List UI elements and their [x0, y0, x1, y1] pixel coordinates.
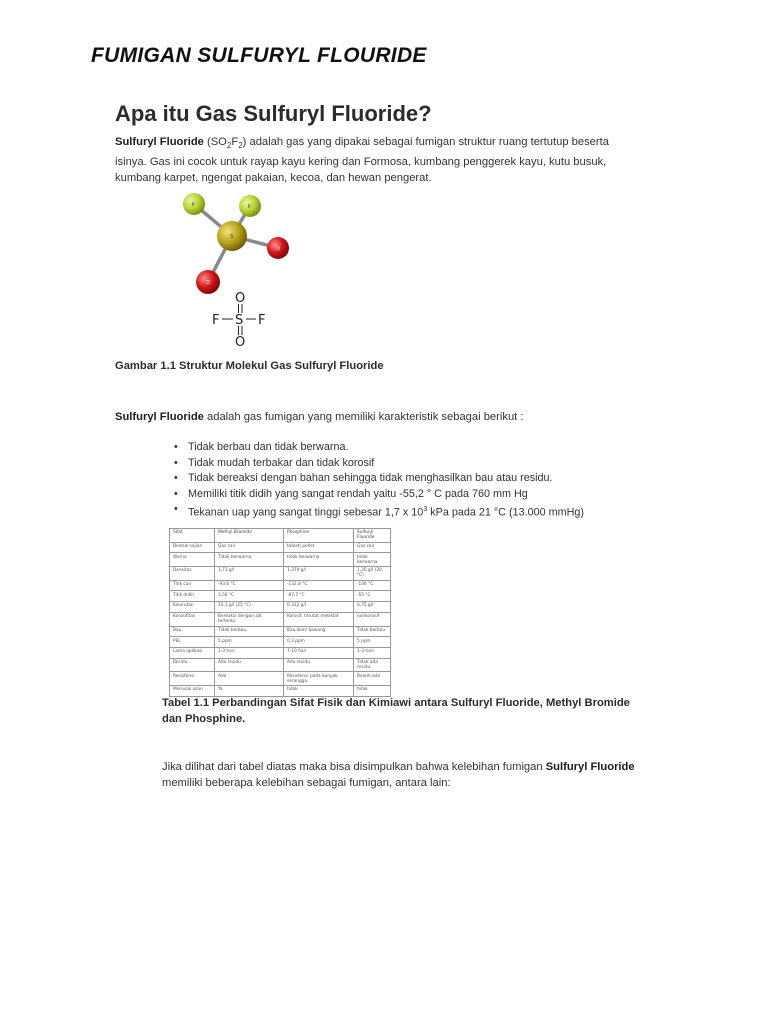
table-cell: Lama aplikasi: [170, 648, 215, 659]
conclusion-text-before: Jika dilihat dari tabel diatas maka bisa disimpulkan bahwa kelebihan fumigan: [162, 761, 546, 773]
table-cell: -136 °C: [354, 580, 391, 591]
table-cell: Merusak ozon: [170, 686, 215, 697]
formula-bottom-oxygen: O: [235, 335, 246, 346]
formula-suffix: ): [242, 136, 247, 148]
table-cell: 1-3 hari: [215, 648, 284, 659]
list-item: • Tidak berbau dan tidak berwarna.: [172, 440, 584, 456]
table-cell: tidak berwarna: [354, 553, 391, 567]
table-row: [170, 658, 391, 672]
table-cell: Bentuk sajian: [170, 542, 215, 553]
molecule-svg: [172, 186, 302, 346]
atom-label-o: O: [276, 246, 280, 252]
column-header: Methyl Bromide: [215, 529, 284, 543]
formula-prefix: (SO: [203, 136, 227, 148]
molecule-figure: [172, 186, 302, 346]
table-row: [170, 637, 391, 648]
table-cell: tidak: [354, 686, 391, 697]
comparison-table: [169, 528, 391, 697]
table-cell: 1,35 g/l (20 °C): [354, 566, 391, 580]
atom-label-o: O: [206, 280, 210, 286]
table-cell: 7-10 hari: [284, 648, 354, 659]
characteristics-text: adalah gas fumigan yang memiliki karakteristik sebagai berikut :: [203, 411, 524, 423]
table-cell: tidak berwarna: [284, 553, 354, 567]
conclusion-paragraph: [162, 759, 642, 791]
table-cell: Korosif, terutat metedat: [284, 612, 354, 626]
table-row: [170, 553, 391, 567]
table-cell: 5 ppm: [354, 637, 391, 648]
formula-subscript-2: 2: [238, 141, 243, 151]
table-cell: PEL: [170, 637, 215, 648]
table-row: [170, 580, 391, 591]
vapor-text-before: Tekanan uap yang sangat tinggi sebesar 1,7 x 10: [188, 506, 424, 519]
list-item: • Tidak bereaksi dengan bahan sehingga tidak menghasilkan bau atau residu.: [172, 471, 584, 487]
table-cell: -87,7 °C: [284, 591, 354, 602]
table-row: [170, 626, 391, 637]
table-cell: Resistensi: [170, 672, 215, 686]
atom-label-f: F: [248, 204, 252, 210]
formula-mid: F: [231, 136, 239, 148]
conclusion-text-after: memiliki beberapa kelebihan sebagai fumigan, antara lain:: [162, 777, 451, 789]
table-row: [170, 672, 391, 686]
table-cell: Gas cair: [215, 542, 284, 553]
table-cell: -132,8 °C: [284, 580, 354, 591]
list-item: • Memiliki titik didih yang sangat rendah yaitu -55,2 ° C pada 760 mm Hg: [172, 487, 584, 503]
structural-formula: [212, 291, 265, 346]
table-row: [170, 566, 391, 580]
atom-label-s: S: [230, 234, 234, 240]
table-cell: Kelarutan: [170, 602, 215, 613]
table-cell: Belum ada: [354, 672, 391, 686]
column-header: Sifat: [170, 529, 215, 543]
formula-subscript-1: 2: [226, 141, 232, 151]
table-row: [170, 542, 391, 553]
table-caption: Tabel 1.1 Perbandingan Sifat Fisik dan Kimiawi antara Sulfuryl Fluoride, Methyl Bromide dan Phosphine.: [162, 697, 630, 725]
intro-text: adalah gas yang dipakai sebagai fumigan struktur ruang tertutup beserta isinya. Gas ini cocok untuk rayap kayu kering dan Formosa, kumbang penggerek kayu, kutu busuk, kumbang karpet, ngengat pakaian, kecoa, dan hewan pengerat.: [115, 136, 609, 185]
table-cell: Titik didih: [170, 591, 215, 602]
table-cell: Ada residu: [215, 658, 284, 672]
intro-bold-term: Sulfuryl Fluoride: [115, 136, 204, 148]
table-cell: Tidak ada residu: [354, 658, 391, 672]
formula-left-fluorine: F: [212, 313, 220, 328]
table-cell: 1,73 g/l: [215, 566, 284, 580]
table-cell: -93,6 °C: [215, 580, 284, 591]
table-cell: 5 ppm: [215, 637, 284, 648]
table-row: [170, 602, 391, 613]
table-cell: Bereaksi dengan zat tertentu: [215, 612, 284, 626]
vapor-text-after: kPa pada 21 °C (13.000 mmHg): [427, 506, 584, 519]
figure-caption: Gambar 1.1 Struktur Molekul Gas Sulfuryl Fluoride: [115, 360, 384, 372]
table-cell: nonkorosif: [354, 612, 391, 626]
formula-sulfur: S: [235, 313, 244, 328]
vapor-superscript: 3: [423, 506, 428, 513]
conclusion-bold-term: Sulfuryl Fluoride: [545, 761, 635, 773]
table-header-row: [170, 529, 391, 543]
table-row: [170, 612, 391, 626]
characteristics-bold-term: Sulfuryl Fluoride: [115, 411, 204, 423]
section-heading: Apa itu Gas Sulfuryl Fluoride?: [115, 101, 432, 126]
table-cell: Ya: [215, 686, 284, 697]
table-cell: Warna: [170, 553, 215, 567]
column-header: Phosphine: [284, 529, 354, 543]
atom-label-f: F: [192, 202, 196, 208]
characteristics-intro: [115, 409, 524, 425]
table-cell: Tidak berbau: [354, 626, 391, 637]
document-title: FUMIGAN SULFURYL FLOURIDE: [91, 44, 427, 67]
table-cell: 1-3 hari: [354, 648, 391, 659]
table-cell: Ada: [215, 672, 284, 686]
table-cell: 1,379 g/l: [284, 566, 354, 580]
table-cell: Densitas: [170, 566, 215, 580]
table-cell: 0,312 g/l: [284, 602, 354, 613]
characteristics-list: [172, 440, 584, 521]
table-cell: Tidak berwarna: [215, 553, 284, 567]
table-cell: tidak: [284, 686, 354, 697]
table-cell: 15,1 g/l (25 °C): [215, 602, 284, 613]
table-row: [170, 591, 391, 602]
table-cell: Titik cair: [170, 580, 215, 591]
list-item: • Tidak mudah terbakar dan tidak korosif: [172, 456, 584, 472]
table-cell: 0,75 g/l: [354, 602, 391, 613]
table-cell: Gas cair: [354, 542, 391, 553]
table-cell: Bau: [170, 626, 215, 637]
table-cell: 3,56 °C: [215, 591, 284, 602]
table-cell: 0,3 ppm: [284, 637, 354, 648]
list-item-vapor-pressure: [172, 502, 584, 521]
formula-top-oxygen: O: [235, 291, 246, 306]
table-cell: Tidak berbau: [215, 626, 284, 637]
table-row: [170, 648, 391, 659]
table-cell: -55 °C: [354, 591, 391, 602]
column-header: Sulfuryl Fluoride: [354, 529, 391, 543]
intro-paragraph: [115, 134, 615, 186]
table-cell: Ada residu: [284, 658, 354, 672]
table-cell: Resistensi pada banyak serangga: [284, 672, 354, 686]
table-cell: tablet/ pellet: [284, 542, 354, 553]
table-cell: Bau ikan/ bawang: [284, 626, 354, 637]
formula-right-fluorine: F: [258, 313, 266, 328]
table-cell: Residu: [170, 658, 215, 672]
table-cell: Korosifitas: [170, 612, 215, 626]
